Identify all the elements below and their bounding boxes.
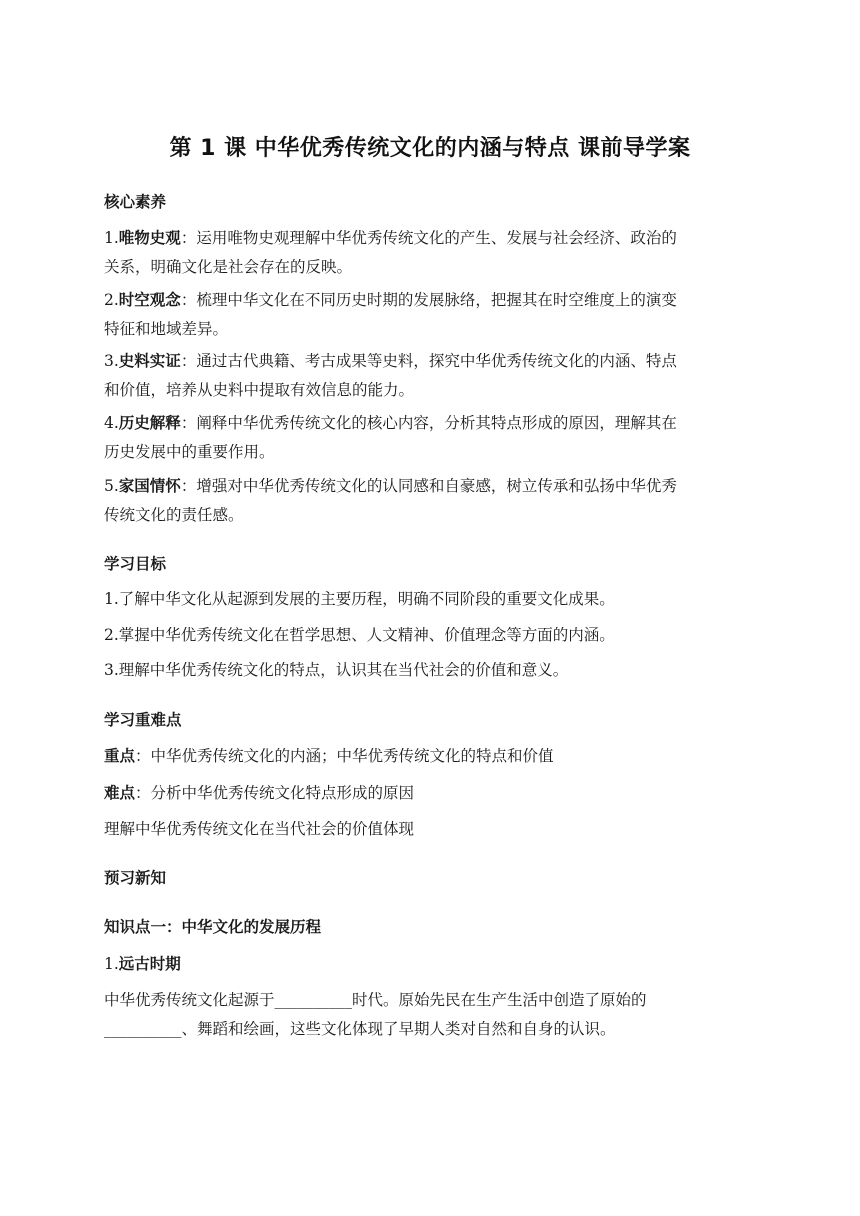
item-number: 5.: [104, 477, 119, 495]
item-term: 历史解释: [118, 414, 181, 432]
difficult-label: 难点: [104, 784, 136, 802]
learning-goal-1: 1.了解中华文化从起源到发展的主要历程，明确不同阶段的重要文化成果。: [104, 590, 615, 608]
core-literacy-item-4-cont: 历史发展中的重要作用。: [104, 443, 275, 461]
preview-paragraph-line-2: __________、舞蹈和绘画，这些文化体现了早期人类对自然和自身的认识。: [104, 1020, 616, 1038]
item-sep: ：: [180, 291, 197, 309]
item-term: 家国情怀: [118, 477, 181, 495]
page-title: 第 1 课 中华优秀传统文化的内涵与特点 课前导学案: [169, 136, 691, 161]
item-term: 唯物史观: [118, 229, 181, 247]
preview-heading: 预习新知: [104, 869, 167, 887]
core-literacy-item-3-cont: 和价值，培养从史料中提取有效信息的能力。: [104, 381, 415, 399]
learning-goal-2: 2.掌握中华优秀传统文化在哲学思想、人文精神、价值理念等方面的内涵。: [104, 626, 615, 644]
item-text: 增强对中华优秀传统文化的认同感和自豪感，树立传承和弘扬中华优秀: [196, 477, 677, 495]
item-text: 通过古代典籍、考古成果等史料，探究中华优秀传统文化的内涵、特点: [196, 352, 677, 370]
item-term: 史料实证: [118, 352, 181, 370]
key-point-line: [104, 742, 756, 771]
difficult-text: ：分析中华优秀传统文化特点形成的原因: [135, 784, 415, 802]
core-literacy-item-4: [104, 409, 756, 438]
item-number: 4.: [104, 414, 119, 432]
item-term: 时空观念: [118, 291, 181, 309]
subsection-title: 远古时期: [118, 955, 181, 973]
core-literacy-item-1: [104, 224, 756, 253]
core-literacy-item-2-cont: 特征和地域差异。: [104, 320, 229, 338]
item-text: 运用唯物史观理解中华优秀传统文化的产生、发展与社会经济、政治的: [196, 229, 677, 247]
key-points-heading: 学习重难点: [104, 711, 182, 729]
item-number: 2.: [104, 291, 119, 309]
subsection-heading: [104, 950, 756, 979]
item-sep: ：: [180, 477, 197, 495]
key-points-extra: 理解中华优秀传统文化在当代社会的价值体现: [104, 820, 415, 838]
item-sep: ：: [180, 229, 197, 247]
preview-paragraph-line-1: 中华优秀传统文化起源于__________时代。原始先民在生产生活中创造了原始的: [104, 991, 647, 1009]
learning-goal-3: 3.理解中华优秀传统文化的特点，认识其在当代社会的价值和意义。: [104, 661, 569, 679]
core-literacy-item-5: [104, 472, 756, 501]
knowledge-point-heading: 知识点一：中华文化的发展历程: [104, 918, 322, 936]
item-number: 3.: [104, 352, 119, 370]
key-label: 重点: [104, 747, 136, 765]
core-literacy-item-3: [104, 347, 756, 376]
difficult-point-line: [104, 779, 756, 808]
key-text: ：中华优秀传统文化的内涵；中华优秀传统文化的特点和价值: [135, 747, 554, 765]
core-literacy-item-5-cont: 传统文化的责任感。: [104, 506, 244, 524]
item-sep: ：: [180, 414, 197, 432]
learning-goals-heading: 学习目标: [104, 555, 167, 573]
item-text: 梳理中华文化在不同历史时期的发展脉络，把握其在时空维度上的演变: [196, 291, 677, 309]
item-number: 1.: [104, 229, 119, 247]
item-text: 阐释中华优秀传统文化的核心内容，分析其特点形成的原因，理解其在: [196, 414, 677, 432]
core-literacy-item-2: [104, 286, 756, 315]
core-literacy-heading: 核心素养: [104, 193, 167, 211]
subsection-number: 1.: [104, 955, 119, 973]
item-sep: ：: [180, 352, 197, 370]
core-literacy-item-1-cont: 关系，明确文化是社会存在的反映。: [104, 258, 353, 276]
